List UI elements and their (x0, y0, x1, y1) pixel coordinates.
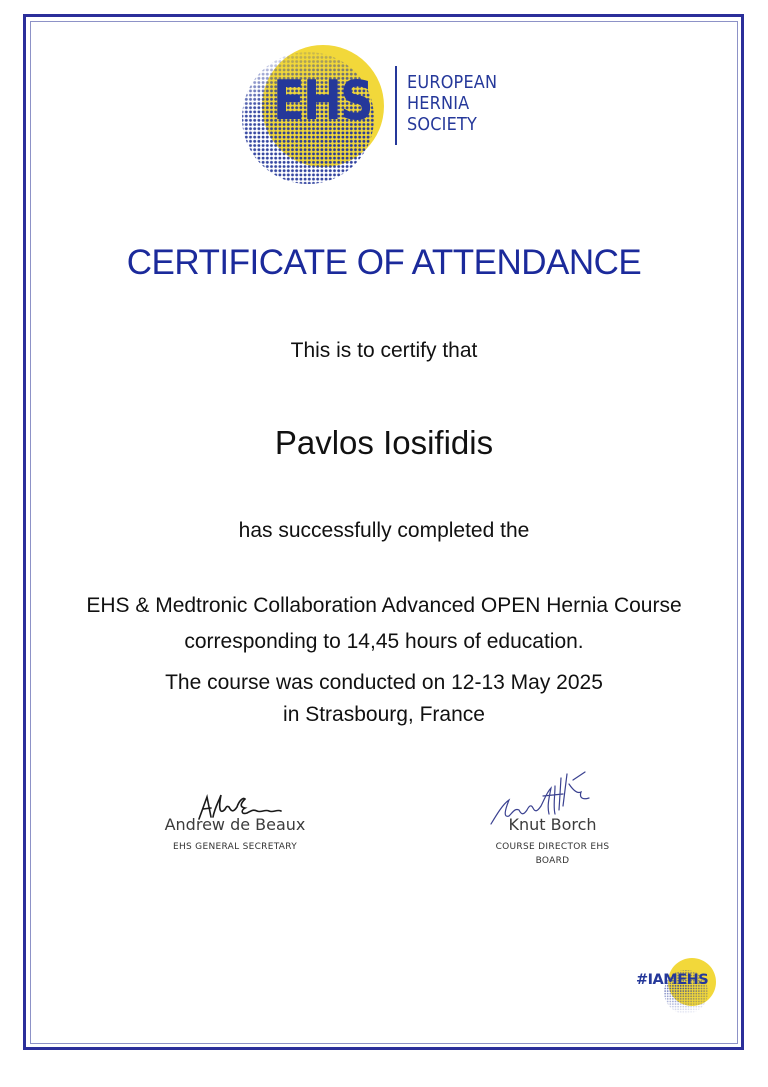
logo-acronym: EHS (273, 69, 372, 132)
signatory-name: Andrew de Beaux (164, 815, 306, 834)
signature-icon (485, 770, 605, 830)
logo-name-line-1: EUROPEAN (407, 73, 498, 93)
intro-text: This is to certify that (290, 339, 478, 362)
course-dates: The course was conducted on 12-13 May 2025 (165, 671, 603, 694)
logo-name-line-3: SOCIETY (407, 115, 478, 135)
hashtag-badge (630, 956, 730, 1016)
ehs-logo (240, 30, 540, 190)
signature-block-director (470, 815, 635, 868)
course-name: EHS & Medtronic Collaboration Advanced OPEN Hernia Course (86, 594, 682, 617)
logo-name-line-2: HERNIA (407, 94, 470, 114)
logo-society-name (407, 73, 497, 136)
signatory-role-line-1: COURSE DIRECTOR EHS (495, 842, 610, 852)
signatory-role: EHS GENERAL SECRETARY (172, 842, 298, 852)
course-hours: corresponding to 14,45 hours of education. (184, 630, 584, 653)
recipient-name: Pavlos Iosifidis (274, 424, 494, 461)
signature-icon (195, 791, 285, 825)
signatory-role-line-2: BOARD (535, 856, 570, 866)
signatory-name: Knut Borch (508, 815, 597, 834)
certificate-title: CERTIFICATE OF ATTENDANCE (126, 243, 642, 282)
signature-block-secretary (155, 815, 315, 854)
course-location: in Strasbourg, France (283, 703, 485, 726)
completed-text: has successfully completed the (238, 519, 530, 542)
hashtag-text: #IAMEHS (636, 972, 709, 988)
logo-divider (395, 66, 397, 145)
signatory-role (470, 840, 635, 868)
